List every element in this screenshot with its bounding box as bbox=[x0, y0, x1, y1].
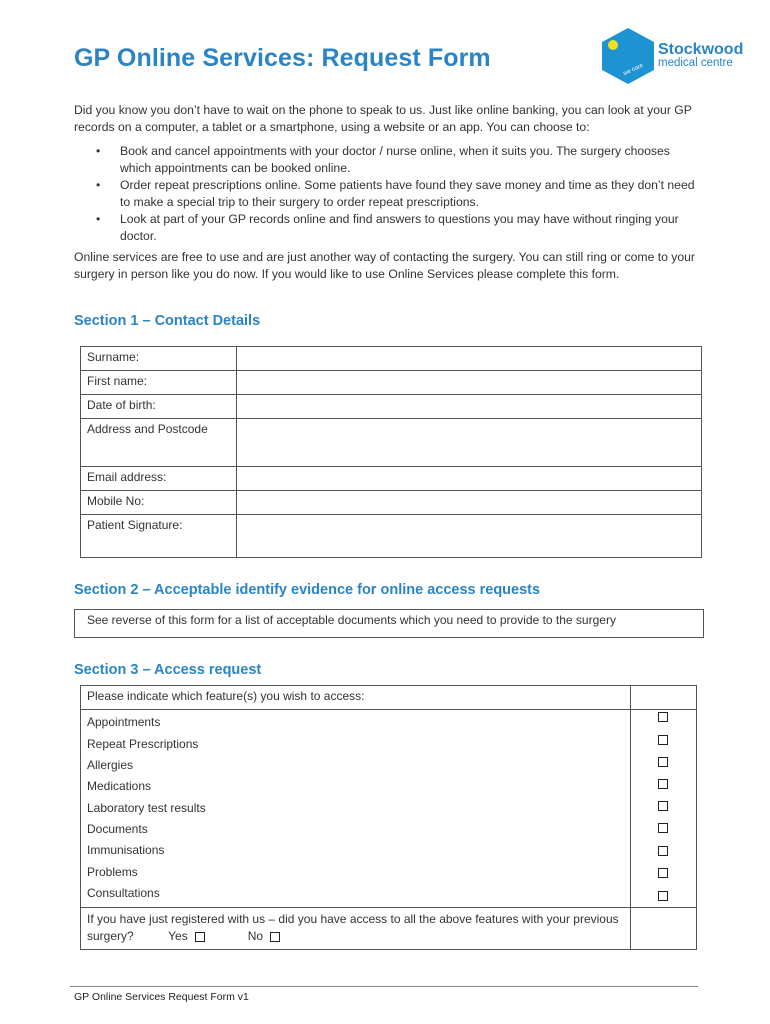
evidence-note: See reverse of this form for a list of acceptable documents which you need to provide to the surgery bbox=[75, 610, 704, 638]
yes-checkbox[interactable] bbox=[195, 932, 205, 942]
feature-allergies: Allergies bbox=[87, 758, 134, 772]
no-label: No bbox=[247, 929, 264, 943]
section-3-heading: Section 3 – Access request bbox=[74, 662, 262, 678]
repeat-prescriptions-checkbox[interactable] bbox=[658, 735, 668, 745]
appointments-checkbox[interactable] bbox=[658, 712, 668, 722]
footer-text: GP Online Services Request Form v1 bbox=[74, 991, 249, 1003]
feature-bullet-list bbox=[74, 143, 698, 245]
footer-divider bbox=[70, 986, 698, 987]
consultations-checkbox[interactable] bbox=[658, 891, 668, 901]
evidence-table bbox=[74, 609, 704, 638]
signature-field[interactable] bbox=[236, 515, 701, 558]
feature-consultations: Consultations bbox=[87, 886, 160, 900]
lab-results-checkbox[interactable] bbox=[658, 801, 668, 811]
feature-appointments: Appointments bbox=[87, 715, 161, 729]
signature-label: Patient Signature: bbox=[81, 515, 237, 558]
intro-paragraph: Did you know you don’t have to wait on the phone to speak to us. Just like online banking, you can look at your GP records on a computer, a tablet or a smartphone, using a website or an app. You can choose to: bbox=[74, 103, 692, 134]
dob-label: Date of birth: bbox=[81, 395, 237, 419]
intro-paragraph-2: Online services are free to use and are just another way of contacting the surgery. You can still ring or come to your surgery in person like you do now. If you would like to use Online Services please complete this form. bbox=[74, 250, 695, 281]
allergies-checkbox[interactable] bbox=[658, 757, 668, 767]
medications-checkbox[interactable] bbox=[658, 779, 668, 789]
access-prompt: Please indicate which feature(s) you wish to access: bbox=[81, 686, 631, 710]
contact-details-table bbox=[80, 346, 702, 558]
documents-checkbox[interactable] bbox=[658, 823, 668, 833]
feature-documents: Documents bbox=[87, 822, 148, 836]
first-name-field[interactable] bbox=[236, 371, 701, 395]
feature-problems: Problems bbox=[87, 865, 138, 879]
address-field[interactable] bbox=[236, 419, 701, 467]
first-name-label: First name: bbox=[81, 371, 237, 395]
bullet-item: • Look at part of your GP records online and find answers to questions you may have without ringing your doctor. bbox=[96, 212, 679, 243]
address-label: Address and Postcode bbox=[81, 419, 237, 467]
previous-surgery-question: If you have just registered with us – did you have access to all the above features with your previous surgery? Yes No bbox=[81, 908, 631, 950]
mobile-field[interactable] bbox=[236, 491, 701, 515]
bullet-item: • Book and cancel appointments with your doctor / nurse online, when it suits you. The surgery chooses which appointments can be booked online. bbox=[96, 144, 670, 175]
email-label: Email address: bbox=[81, 467, 237, 491]
page-title: GP Online Services: Request Form bbox=[74, 44, 491, 72]
surname-label: Surname: bbox=[81, 347, 237, 371]
feature-immunisations: Immunisations bbox=[87, 843, 165, 857]
mobile-label: Mobile No: bbox=[81, 491, 237, 515]
section-2-heading: Section 2 – Acceptable identify evidence for online access requests bbox=[74, 582, 541, 598]
feature-repeat-prescriptions: Repeat Prescriptions bbox=[87, 737, 199, 751]
section-1-heading: Section 1 – Contact Details bbox=[74, 313, 261, 329]
logo-subtitle: medical centre bbox=[658, 57, 733, 69]
bullet-item: • Order repeat prescriptions online. Some patients have found they save money and time as they don’t need to make a special trip to their surgery to order repeat prescriptions. bbox=[96, 178, 695, 209]
access-request-table bbox=[80, 685, 697, 950]
logo bbox=[600, 27, 750, 85]
immunisations-checkbox[interactable] bbox=[658, 846, 668, 856]
no-checkbox[interactable] bbox=[270, 932, 280, 942]
yes-label: Yes bbox=[168, 929, 188, 943]
feature-medications: Medications bbox=[87, 779, 152, 793]
problems-checkbox[interactable] bbox=[658, 868, 668, 878]
dob-field[interactable] bbox=[236, 395, 701, 419]
logo-name: Stockwood bbox=[658, 41, 744, 58]
logo-tagline: we care bbox=[622, 62, 645, 78]
feature-lab-results: Laboratory test results bbox=[87, 801, 206, 815]
email-field[interactable] bbox=[236, 467, 701, 491]
logo-hexagon-icon bbox=[600, 27, 656, 85]
surname-field[interactable] bbox=[236, 347, 701, 371]
